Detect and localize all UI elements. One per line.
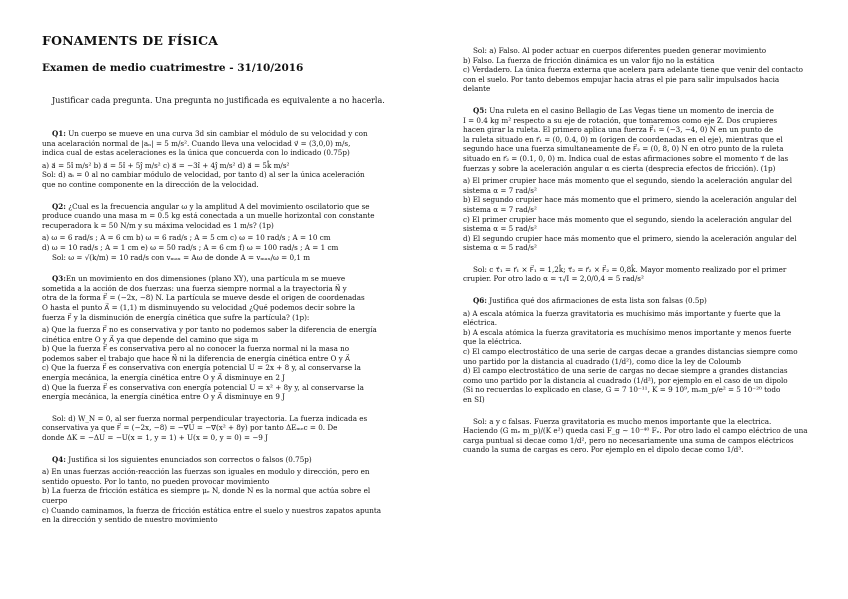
q6-item-line: uno partido por la distancia al cuadrado (1/d²), como dice la ley de Coloumb bbox=[463, 356, 742, 366]
q5-option-line: a) El primer crupier hace más momento que el segundo, siendo la aceleración angular del bbox=[463, 176, 793, 186]
q3-option-line: cinética entre O y A⃗ ya que depende del camino que siga m bbox=[42, 334, 259, 344]
q3-text-line: En un movimiento en dos dimensiones (plano XY), una partícula m se mueve bbox=[65, 274, 346, 284]
q2-label: Q2: bbox=[52, 201, 66, 211]
q5-label: Q5: bbox=[473, 105, 487, 115]
q4-item-line: c) Cuando caminamos, la fuerza de fricción estática entre el suelo y nuestros zapatos apunta bbox=[42, 505, 382, 515]
q5-option-line: sistema α = 7 rad/s² bbox=[463, 204, 537, 214]
q5-option-line: d) El segundo crupier hace más momento que el primero, siendo la aceleración angular del bbox=[463, 233, 797, 243]
q5-text-line: situado en r⃗₂ = (0.1, 0, 0) m. Indica cual de estas afirmaciones sobre el momento τ⃗ de las bbox=[463, 153, 789, 163]
q5-text-line: I = 0.4 kg m² respecto a su eje de rotación, que tomaremos como eje Z. Dos crupieres bbox=[463, 115, 778, 125]
q6-item-line: que la eléctrica. bbox=[463, 337, 522, 347]
q6-item-line: a) A escala atómica la fuerza gravitatoria es muchísimo más importante y fuerte que la bbox=[463, 308, 781, 318]
q5-option-line: sistema α = 7 rad/s² bbox=[463, 185, 537, 195]
q5-option-line: b) El segundo crupier hace más momento que el primero, siendo la aceleración angular del bbox=[463, 195, 797, 205]
intro-instructions: Justificar cada pregunta. Una pregunta no justificada es equivalente a no hacerla. bbox=[52, 96, 385, 105]
q6-item-line: en SI) bbox=[463, 395, 485, 404]
q3-option-line: c) Que la fuerza F⃗ es conservativa con energía potencial U = 2x + 8 y, al conservarse la bbox=[42, 363, 361, 373]
q1-text-line: una acelaración normal de |aₙ| = 5 m/s². Cuando lleva una velocidad v⃗ = (3,0,0) m/s, bbox=[42, 138, 351, 148]
question-5 bbox=[463, 106, 829, 284]
q2-text-line: ¿Cual es la frecuencia angular ω y la amplitud A del movimiento oscilatorio que se bbox=[68, 201, 370, 211]
q5-text-line: fuerzas y sobre la aceleración angular α es cierta (desprecia efectos de fricción). (1p) bbox=[463, 163, 776, 173]
q3-text-line: O hasta el punto A⃗ = (1,1) m disminuyendo su velocidad ¿Qué podemos decir sobre la bbox=[42, 302, 356, 312]
q3-text-line: sometida a la acción de dos fuerzas: una fuerza siempre normal a la trayectoria N⃗ y bbox=[42, 283, 347, 293]
q3-option-line: podemos saber el trabajo que hace N⃗ ni la diferencia de energía cinética entre O y A⃗ bbox=[42, 353, 350, 363]
q3-option-line: d) Que la fuerza F⃗ es conservativa con energía potencial U = x² + 8y y, al conservarse la bbox=[42, 382, 364, 392]
q6-solution-line: cuando la suma de cargas es cero. Por ejemplo en el dipolo decae como 1/d³. bbox=[463, 445, 744, 455]
q3-option-line: energía mecánica, la energía cinética entre O y A⃗ disminuye en 2 J bbox=[42, 373, 286, 383]
q3-option-line: a) Que la fuerza F⃗ no es conservativa y por tanto no podemos saber la diferencia de energía bbox=[42, 325, 377, 335]
q4-item-line: cuerpo bbox=[42, 496, 68, 505]
q3-solution-line: donde ΔK = −ΔU = −U(x = 1, y = 1) + U(x = 0, y = 0) = −9 J bbox=[42, 433, 269, 443]
q3-option-line: energía mecánica, la energía cinética entre O y A⃗ disminuye en 9 J bbox=[42, 392, 286, 402]
q5-solution-line: crupier. Por otro lado α = τᵢ/I = 2,0/0,4 = 5 rad/s² bbox=[463, 274, 644, 284]
q3-solution-line: conservativa ya que F⃗ = (−2x, −8) = −∇⃗U = −∇⃗(x² + 8y) por tanto ΔEₘₑc = 0. De bbox=[42, 423, 338, 433]
question-1 bbox=[42, 129, 407, 190]
q1-solution-line: Sol: d) aₜ = 0 al no cambiar módulo de velocidad, por tanto d) al ser la única aceleración bbox=[42, 170, 365, 180]
q3-option-line: b) Que la fuerza F⃗ es conservativa pero al no conocer la fuerza normal ni la masa no bbox=[42, 344, 350, 354]
q4-title: Justifica si los siguientes enunciados son correctos o falsos (0.75p) bbox=[68, 454, 312, 464]
q4-solution-line: delante bbox=[463, 84, 491, 94]
q5-option-line: c) El primer crupier hace más momento que el segundo, siendo la aceleración angular del bbox=[463, 214, 792, 224]
q4-solution-line: Sol: a) Falso. Al poder actuar en cuerpos diferentes pueden generar movimiento bbox=[473, 46, 767, 55]
q5-text-line: hacen girar la ruleta. El primero aplica una fuerza F⃗₁ = (−3, −4, 0) N en un punto de bbox=[463, 125, 774, 135]
q1-solution-line: que no contine componente en la dirección de la velocidad. bbox=[42, 179, 259, 189]
q3-text-line: otra de la forma F⃗ = (−2x, −8) N. La partícula se mueve desde el origen de coordenadas bbox=[42, 293, 365, 303]
q6-solution-line: Haciendo (G mₑ m_p)/(K e²) queda casi F_g ∼ 10⁻⁴⁰ Fₑ. Por otro lado el campo eléctrico de una bbox=[463, 426, 808, 436]
q6-title: Justifica qué dos afirmaciones de esta lista son falsas (0.5p) bbox=[489, 296, 707, 306]
q4-item-line: sentido opuesto. Por lo tanto, no pueden provocar movimiento bbox=[42, 476, 270, 486]
q5-option-line: sistema α = 5 rad/s² bbox=[463, 224, 537, 234]
q6-item-line: como uno partido por la distancia al cuadrado (1/d²), por ejemplo en el caso de un dipolo bbox=[463, 375, 788, 385]
q6-item-line: c) El campo electrostático de una serie de cargas decae a grandes distancias siempre como bbox=[463, 347, 798, 357]
q4-solution bbox=[463, 46, 829, 94]
q4-item-line: en la dirección y sentido de nuestro movimiento bbox=[42, 515, 218, 525]
document-title: FONAMENTS DE FÍSICA bbox=[42, 33, 219, 48]
q6-item-line: eléctrica. bbox=[463, 318, 498, 328]
q6-solution-line: carga puntual si decae como 1/d², pero no necesariamente una suma de campos eléctricos bbox=[463, 435, 794, 445]
q5-option-line: sistema α = 5 rad/s² bbox=[463, 243, 537, 253]
q4-item-line: a) En unas fuerzas acción-reacción las fuerzas son iguales en modulo y dirección, pero en bbox=[42, 467, 370, 477]
question-2 bbox=[42, 202, 407, 263]
q5-text-line: Una ruleta en el casino Bellagio de Las Vegas tiene un momento de inercia de bbox=[489, 105, 774, 115]
q3-text-line: fuerza F⃗ y la disminución de energía cinética que sufre la partícula? (1p): bbox=[42, 312, 310, 322]
question-3 bbox=[42, 274, 407, 443]
q3-solution-line: Sol: d) W_N = 0, al ser fuerza normal perpendicular trayectoria. La fuerza indicada es bbox=[52, 413, 368, 423]
q1-label: Q1: bbox=[52, 129, 66, 138]
question-6 bbox=[463, 296, 829, 455]
q2-option-line: a) ω = 6 rad/s ; A = 6 cm b) ω = 6 rad/s ; A = 5 cm c) ω = 10 rad/s ; A = 10 cm bbox=[42, 233, 331, 243]
q6-label: Q6: bbox=[473, 296, 487, 306]
q1-text-line: Un cuerpo se mueve en una curva 3d sin cambiar el módulo de su velocidad y con bbox=[68, 129, 368, 138]
q6-item-line: d) El campo electrostático de una serie de cargas no decae siempre a grandes distancias bbox=[463, 366, 788, 376]
q4-solution-line: b) Falso. La fuerza de fricción dinámica es un valor fijo no la estática bbox=[463, 55, 715, 65]
q2-text-line: recuperadora k = 50 N/m y su máxima velocidad es 1 m/s? (1p) bbox=[42, 220, 274, 230]
q6-item-line: b) A escala atómica la fuerza gravitatoria es muchísimo menos importante y menos fuerte bbox=[463, 327, 792, 337]
q1-options: a) a⃗ = 5ı̂ m/s² b) a⃗ = 5ı̂ + 5ȷ̂ m/s² c) a⃗ = −3ı̂ + 4ȷ̂ m/s² d) a⃗ = 5k̂ m/s² bbox=[42, 160, 290, 170]
q5-text-line: segundo hace una fuerza simultaneamente de F⃗₂ = (0, 8, 0) N en otro punto de la ruleta bbox=[463, 144, 784, 154]
q4-item-line: b) La fuerza de fricción estática es siempre μₑ N, donde N es la normal que actúa sobre el bbox=[42, 486, 371, 496]
q6-item-line: (Si no recuerdas lo explicado en clase, G = 7 10⁻¹¹, K = 9 10⁹, mₑm_p/e² = 5 10⁻²⁰ todo bbox=[463, 385, 781, 395]
q2-text-line: produce cuando una masa m = 0.5 kg está conectada a un muelle horizontal con constante bbox=[42, 211, 375, 221]
exam-subtitle: Examen de medio cuatrimestre - 31/10/2016 bbox=[42, 62, 304, 74]
q2-solution: Sol: ω = √(k/m) = 10 rad/s con vₘₐₓ = Aω de donde A = vₘₐₓ/ω = 0,1 m bbox=[52, 252, 311, 262]
q3-label: Q3: bbox=[52, 274, 66, 284]
q5-text-line: la ruleta situado en r⃗₁ = (0, 0.4, 0) m (origen de coordenadas en el eje), mientras que el bbox=[463, 134, 783, 144]
q4-label: Q4: bbox=[52, 454, 66, 464]
q4-solution-line: con el suelo. Por tanto debemos empujar hacia atras el pie para salir impulsados hacia bbox=[463, 74, 780, 84]
q6-solution-line: Sol: a y c falsas. Fuerza gravitatoria es mucho menos importante que la electrica. bbox=[473, 416, 772, 426]
q4-solution-line: c) Verdadero. La única fuerza externa que acelera para adelante tiene que venir del contacto bbox=[463, 65, 803, 75]
right-column bbox=[463, 46, 829, 455]
q2-option-line: d) ω = 10 rad/s ; A = 1 cm e) ω = 50 rad/s ; A = 6 cm f) ω = 100 rad/s ; A = 1 cm bbox=[42, 242, 339, 252]
q1-text-line: indica cual de estas aceleraciones es la única que concuerda con lo indicado (0.75p) bbox=[42, 148, 350, 158]
q5-solution-line: Sol: c τ⃗₁ = r⃗₁ × F⃗₁ = 1,2k̂; τ⃗₂ = r⃗₂ × F⃗₂ = 0,8k̂. Mayor momento realizado por el primer bbox=[473, 264, 787, 274]
question-4 bbox=[42, 455, 407, 525]
left-column bbox=[42, 129, 407, 525]
